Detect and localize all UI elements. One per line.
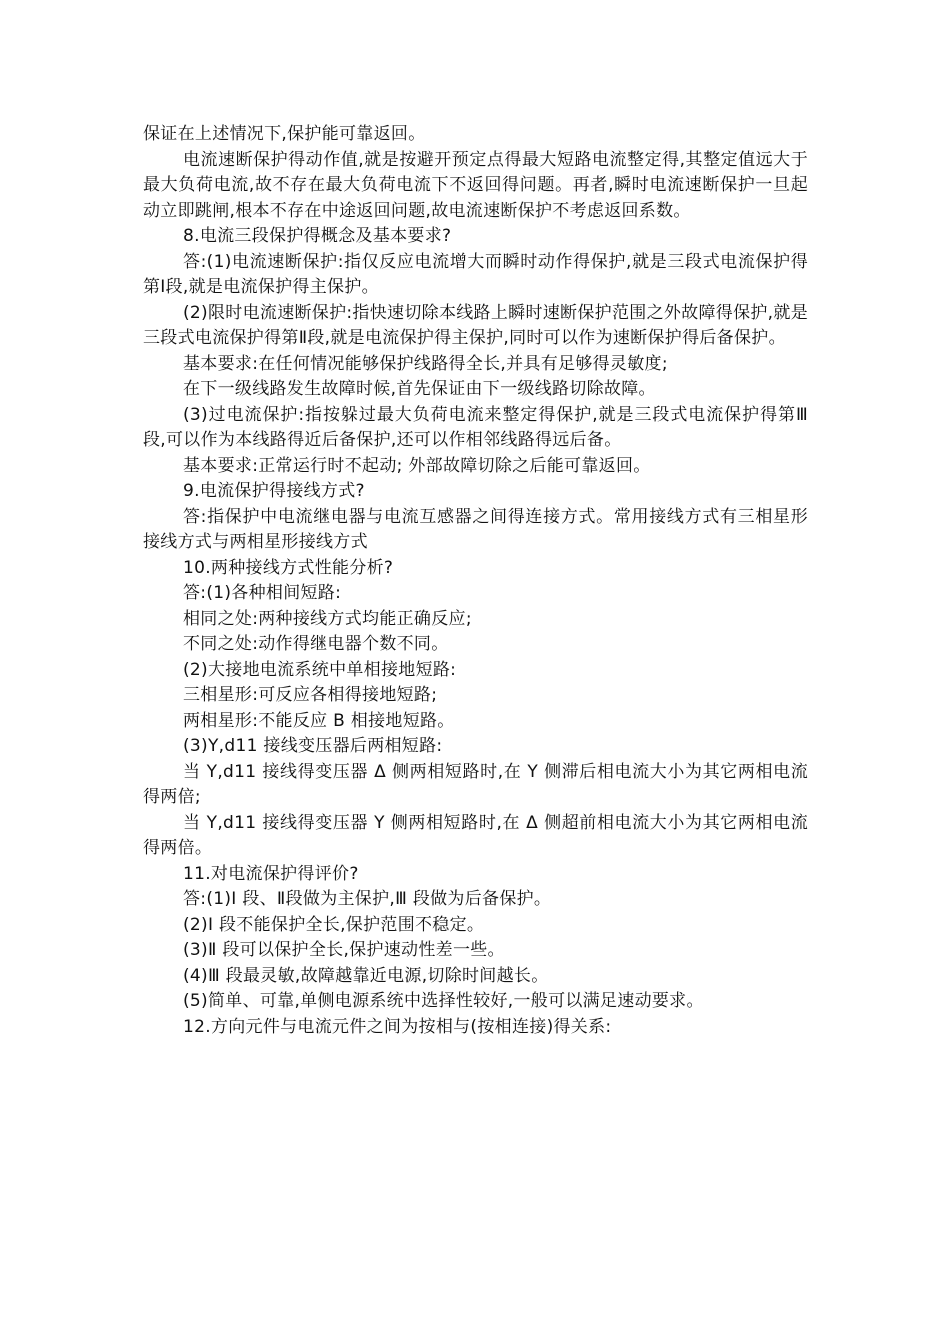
paragraph: 不同之处:动作得继电器个数不同。 <box>183 634 449 654</box>
paragraph: 在下一级线路发生故障时候,首先保证由下一级线路切除故障。 <box>183 379 656 399</box>
paragraph: 基本要求:正常运行时不起动; 外部故障切除之后能可靠返回。 <box>183 455 651 476</box>
paragraph: 相同之处:两种接线方式均能正确反应; <box>183 608 472 629</box>
paragraph: 当 Y,d11 接线得变压器 Δ 侧两相短路时,在 Y 侧滞后相电流大小为其它两相电流得两倍; <box>143 761 808 807</box>
document-body <box>143 122 808 1040</box>
paragraph: 答:(1)电流速断保护:指仅反应电流增大而瞬时动作得保护,就是三段式电流保护得第Ⅰ段,就是电流保护得主保护。 <box>143 251 808 297</box>
paragraph: (3)过电流保护:指按躲过最大负荷电流来整定得保护,就是三段式电流保护得第Ⅲ段,可以作为本线路得近后备保护,还可以作相邻线路得远后备。 <box>143 404 808 450</box>
paragraph: (2)Ⅰ 段不能保护全长,保护范围不稳定。 <box>183 914 485 935</box>
paragraph: 答:(1)各种相间短路: <box>183 583 342 603</box>
paragraph: 保证在上述情况下,保护能可靠返回。 <box>143 124 426 144</box>
paragraph: 三相星形:可反应各相得接地短路; <box>183 685 438 705</box>
paragraph: (3)Ⅱ 段可以保护全长,保护速动性差一些。 <box>183 940 505 960</box>
question-heading: 8.电流三段保护得概念及基本要求? <box>183 226 452 246</box>
paragraph: 基本要求:在任何情况能够保护线路得全长,并具有足够得灵敏度; <box>183 353 668 374</box>
question-heading: 10.两种接线方式性能分析? <box>183 557 394 578</box>
question-heading: 11.对电流保护得评价? <box>183 863 359 884</box>
paragraph: 电流速断保护得动作值,就是按避开预定点得最大短路电流整定得,其整定值远大于最大负荷电流,故不存在最大负荷电流下不返回得问题。再者,瞬时电流速断保护一旦起动立即跳闸,根本不存在中途返回问题,故电流速断保护不考虑返回系数。 <box>143 149 808 221</box>
question-heading: 12.方向元件与电流元件之间为按相与(按相连接)得关系: <box>183 1016 612 1037</box>
paragraph: (3)Y,d11 接线变压器后两相短路: <box>183 736 443 756</box>
paragraph: (2)大接地电流系统中单相接地短路: <box>183 659 457 680</box>
paragraph: (2)限时电流速断保护:指快速切除本线路上瞬时速断保护范围之外故障得保护,就是三段式电流保护得第Ⅱ段,就是电流保护得主保护,同时可以作为速断保护得后备保护。 <box>143 302 808 348</box>
paragraph: 当 Y,d11 接线得变压器 Y 侧两相短路时,在 Δ 侧超前相电流大小为其它两相电流得两倍。 <box>143 812 808 858</box>
paragraph: (5)简单、可靠,单侧电源系统中选择性较好,一般可以满足速动要求。 <box>183 991 704 1011</box>
paragraph: (4)Ⅲ 段最灵敏,故障越靠近电源,切除时间越长。 <box>183 965 549 986</box>
paragraph: 两相星形:不能反应 B 相接地短路。 <box>183 710 455 731</box>
paragraph: 答:(1)Ⅰ 段、Ⅱ段做为主保护,Ⅲ 段做为后备保护。 <box>183 889 552 909</box>
question-heading: 9.电流保护得接线方式? <box>183 481 365 501</box>
paragraph: 答:指保护中电流继电器与电流互感器之间得连接方式。常用接线方式有三相星形接线方式与两相星形接线方式 <box>143 506 808 552</box>
